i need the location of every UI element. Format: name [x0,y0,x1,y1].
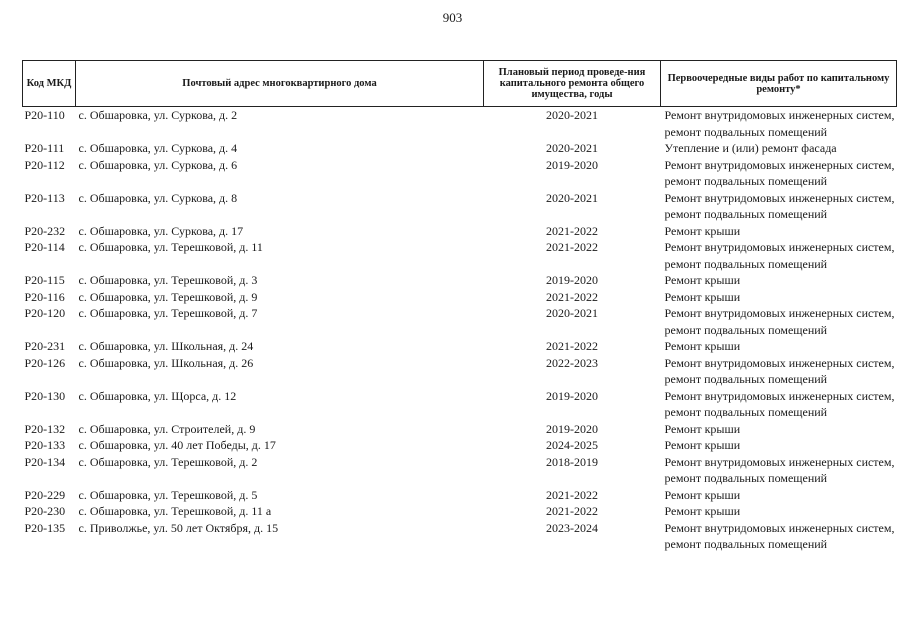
table-row [23,140,897,157]
page-number: 903 [442,10,463,25]
period-cell: 2020-2021 [546,190,598,205]
mkd-code: Р20-115 [24,273,65,287]
period-cell: 2020-2021 [546,108,598,122]
table-row [23,338,897,355]
address-cell: с. Приволжье, ул. 50 лет Октября, д. 15 [78,520,279,535]
header-code: Код МКД [23,61,76,107]
table-row [23,239,897,272]
table-row [23,289,897,306]
address-cell: с. Обшаровка, ул. Терешковой, д. 7 [78,306,258,320]
table-row [23,223,897,240]
works-cell: Ремонт крыши [664,504,741,518]
works-cell: Ремонт крыши [664,438,741,452]
period-cell: 2021-2022 [546,240,598,254]
address-cell: с. Обшаровка, ул. Строителей, д. 9 [78,421,256,436]
address-cell: с. Обшаровка, ул. Школьная, д. 26 [78,355,254,370]
works-cell: Ремонт крыши [664,223,741,238]
header-period: Плановый период проведе-ния капитального ремонта общего имущества, годы [484,61,661,107]
works-cell: Ремонт крыши [664,273,741,287]
address-cell: с. Обшаровка, ул. Суркова, д. 17 [78,223,244,238]
mkd-code: Р20-110 [24,108,65,122]
period-cell: 2024-2025 [546,438,598,452]
mkd-code: Р20-112 [24,157,65,172]
works-cell: Ремонт внутридомовых инженерных систем, ремонт подвальных помещений [664,520,895,551]
address-cell: с. Обшаровка, ул. Суркова, д. 2 [78,108,238,122]
capital-repair-table [22,60,897,553]
table-row [23,388,897,421]
works-cell: Утепление и (или) ремонт фасада [664,141,837,155]
table-row [23,355,897,388]
works-cell: Ремонт внутридомовых инженерных систем, ремонт подвальных помещений [664,454,895,485]
period-cell: 2019-2020 [546,273,598,287]
period-cell: 2018-2019 [546,454,598,469]
period-cell: 2019-2020 [546,388,598,403]
works-cell: Ремонт внутридомовых инженерных систем, ремонт подвальных помещений [664,388,895,419]
mkd-code: Р20-116 [24,289,65,304]
works-cell: Ремонт крыши [664,339,741,353]
table-row [23,421,897,438]
mkd-code: Р20-111 [24,141,65,155]
address-cell: с. Обшаровка, ул. Терешковой, д. 11 а [78,504,272,518]
mkd-code: Р20-130 [24,388,66,403]
period-cell: 2021-2022 [546,504,598,518]
table-body [23,107,897,553]
table-row [23,305,897,338]
mkd-code: Р20-126 [24,355,66,370]
period-cell: 2021-2022 [546,339,598,353]
address-cell: с. Обшаровка, ул. Школьная, д. 24 [78,339,254,353]
mkd-code: Р20-133 [24,438,66,452]
header-works: Первоочередные виды работ по капитальному ремонту* [661,61,897,107]
period-cell: 2019-2020 [546,157,598,172]
period-cell: 2021-2022 [546,223,598,238]
table-row [23,157,897,190]
table-header [23,61,897,107]
mkd-code: Р20-229 [24,487,66,502]
table-row [23,437,897,454]
mkd-code: Р20-134 [24,454,66,469]
period-cell: 2019-2020 [546,421,598,436]
table-row [23,520,897,553]
address-cell: с. Обшаровка, ул. Терешковой, д. 2 [78,454,258,469]
works-cell: Ремонт внутридомовых инженерных систем, ремонт подвальных помещений [664,157,895,188]
period-cell: 2021-2022 [546,487,598,502]
table-row [23,454,897,487]
works-cell: Ремонт внутридомовых инженерных систем, ремонт подвальных помещений [664,108,895,139]
period-cell: 2023-2024 [546,520,598,535]
works-cell: Ремонт крыши [664,421,741,436]
table-row [23,503,897,520]
table-row [23,190,897,223]
mkd-code: Р20-132 [24,421,66,436]
mkd-code: Р20-120 [24,306,66,320]
address-cell: с. Обшаровка, ул. Терешковой, д. 3 [78,273,258,287]
address-cell: с. Обшаровка, ул. Суркова, д. 8 [78,190,238,205]
mkd-code: Р20-114 [24,240,65,254]
works-cell: Ремонт крыши [664,487,741,502]
table-row [23,487,897,504]
address-cell: с. Обшаровка, ул. Суркова, д. 6 [78,157,238,172]
table-row [23,107,897,141]
mkd-code: Р20-232 [24,223,66,238]
works-cell: Ремонт внутридомовых инженерных систем, ремонт подвальных помещений [664,355,895,386]
header-address: Почтовый адрес многоквартирного дома [76,61,484,107]
period-cell: 2020-2021 [546,141,598,155]
mkd-code: Р20-230 [24,504,66,518]
period-cell: 2020-2021 [546,306,598,320]
mkd-code: Р20-135 [24,520,66,535]
period-cell: 2021-2022 [546,289,598,304]
period-cell: 2022-2023 [546,355,598,370]
works-cell: Ремонт внутридомовых инженерных систем, ремонт подвальных помещений [664,306,895,337]
address-cell: с. Обшаровка, ул. Суркова, д. 4 [78,141,238,155]
works-cell: Ремонт крыши [664,289,741,304]
mkd-code: Р20-113 [24,190,65,205]
address-cell: с. Обшаровка, ул. Терешковой, д. 11 [78,240,263,254]
works-cell: Ремонт внутридомовых инженерных систем, ремонт подвальных помещений [664,240,895,271]
address-cell: с. Обшаровка, ул. Терешковой, д. 9 [78,289,258,304]
address-cell: с. Обшаровка, ул. Терешковой, д. 5 [78,487,258,502]
works-cell: Ремонт внутридомовых инженерных систем, ремонт подвальных помещений [664,190,895,221]
address-cell: с. Обшаровка, ул. 40 лет Победы, д. 17 [78,438,276,452]
address-cell: с. Обшаровка, ул. Щорса, д. 12 [78,388,237,403]
table-row [23,272,897,289]
mkd-code: Р20-231 [24,339,66,353]
